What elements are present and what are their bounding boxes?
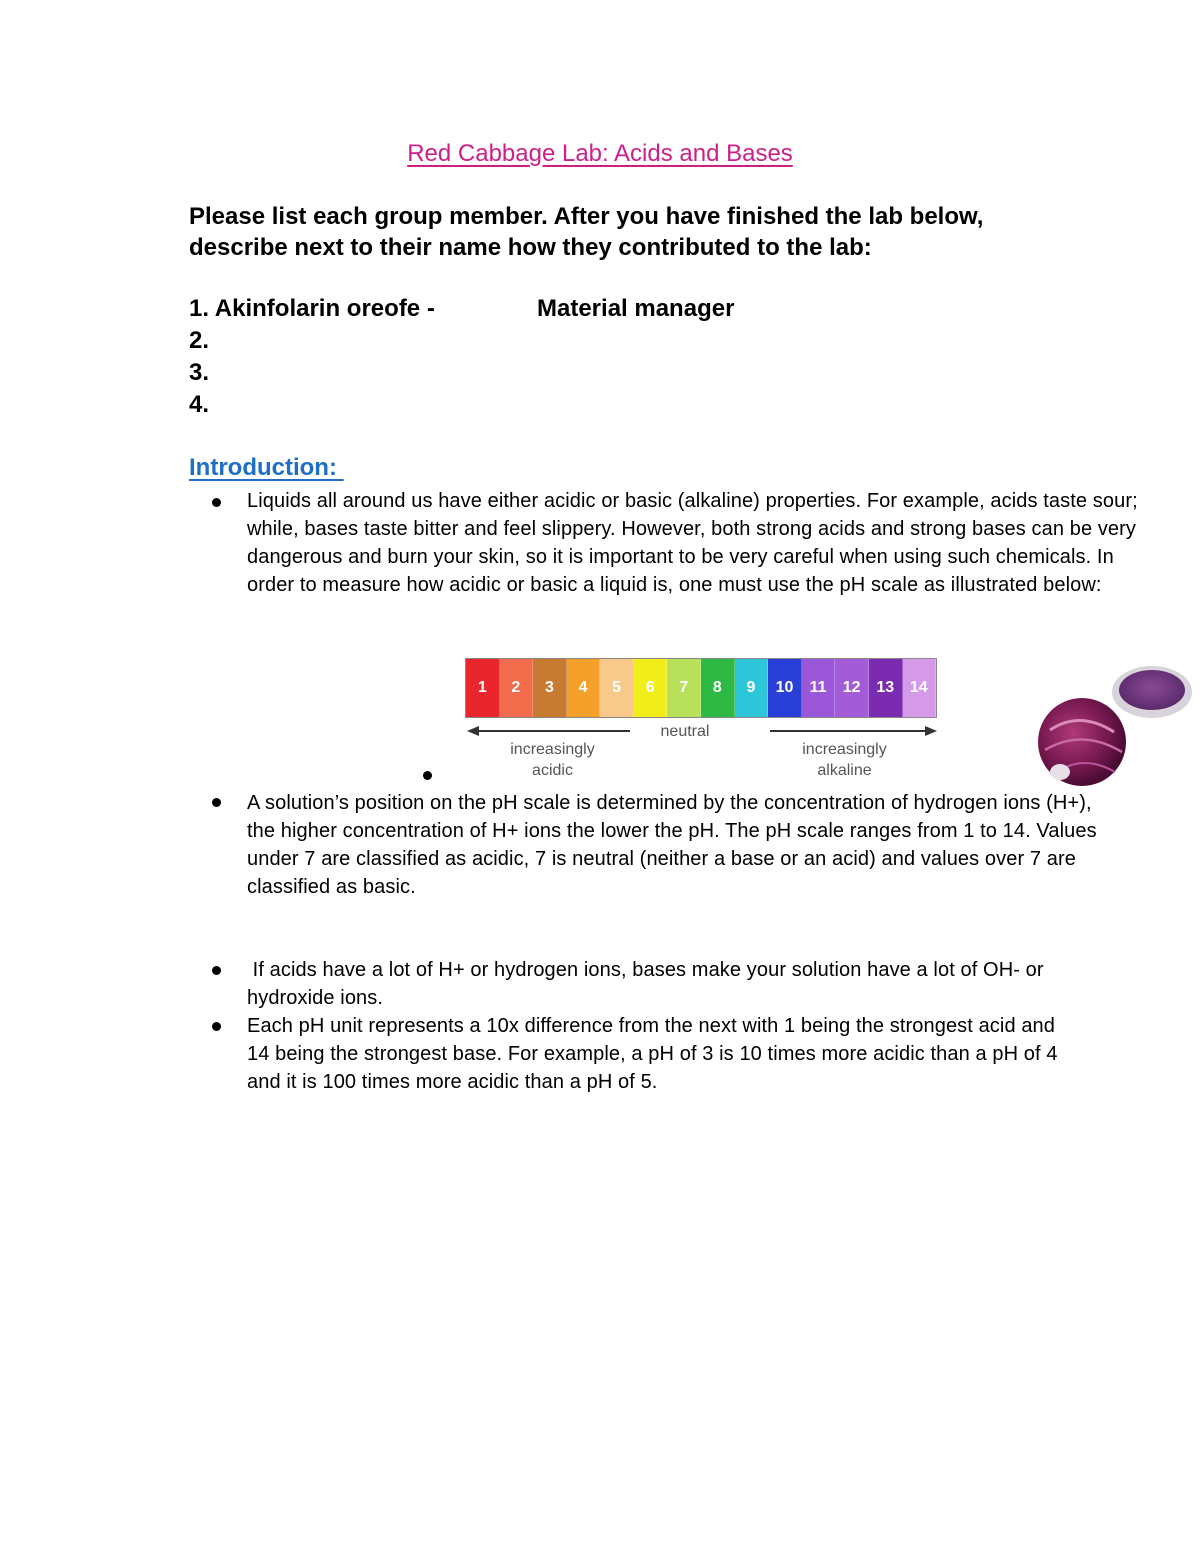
ph-cell-6: 6 bbox=[634, 659, 668, 717]
bullet-dot-icon bbox=[212, 798, 221, 807]
ph-cell-12: 12 bbox=[835, 659, 869, 717]
ph-cell-14: 14 bbox=[903, 659, 937, 717]
ph-scale-figure bbox=[465, 658, 937, 718]
ph-cell-5: 5 bbox=[600, 659, 634, 717]
acidic-label-line-1: increasingly bbox=[510, 741, 595, 758]
member-4-label: 4. bbox=[189, 391, 210, 418]
bullet-3-text: If acids have a lot of H+ or hydrogen ions, bases make your solution have a lot of OH- or hydroxide ions. bbox=[247, 959, 1050, 1009]
bullet-1-text: Liquids all around us have either acidic or basic (alkaline) properties. For example, acids taste sour; while, bases taste bitter and feel slippery. However, both strong acids and strong bases can be very dangerous and burn your skin, so it is important to be very careful when using such chemicals. In order to measure how acidic or basic a liquid is, one must use the pH scale as illustrated below: bbox=[247, 490, 1138, 596]
acidic-label-line-2: acidic bbox=[532, 762, 573, 779]
ph-cell-8: 8 bbox=[701, 659, 735, 717]
bullet-dot-icon bbox=[212, 966, 221, 975]
instructions-text: Please list each group member. After you have finished the lab below, describe next to their name how they contributed to the lab: bbox=[189, 203, 984, 261]
member-1-role: Material manager bbox=[537, 295, 735, 322]
ph-cell-10: 10 bbox=[768, 659, 802, 717]
bullet-2-text: A solution’s position on the pH scale is determined by the concentration of hydrogen ions (H+), the higher concentration of H+ ions the lower the pH. The pH scale ranges from 1 to 14. Values under 7 are classified as acidic, 7 is neutral (neither a base or an acid) and values over 7 are classified as basic. bbox=[247, 792, 1097, 898]
ph-cell-9: 9 bbox=[735, 659, 769, 717]
ph-cell-1: 1 bbox=[466, 659, 500, 717]
alkaline-label-line-2: alkaline bbox=[817, 762, 872, 779]
alkaline-arrowhead-icon bbox=[925, 726, 937, 736]
purple-powder-icon bbox=[1119, 670, 1185, 710]
ph-cell-2: 2 bbox=[500, 659, 534, 717]
bullet-dot-icon bbox=[212, 1022, 221, 1031]
ph-cell-13: 13 bbox=[869, 659, 903, 717]
introduction-heading: Introduction: bbox=[189, 454, 344, 481]
member-2-label: 2. bbox=[189, 327, 210, 354]
ph-cell-7: 7 bbox=[667, 659, 701, 717]
page-title: Red Cabbage Lab: Acids and Bases bbox=[407, 140, 793, 167]
bullet-4-text: Each pH unit represents a 10x difference from the next with 1 being the strongest acid and 14 being the strongest base. For example, a pH of 3 is 10 times more acidic than a pH of 4 and it is 100 times more acidic than a pH of 5. bbox=[247, 1015, 1058, 1093]
neutral-label: neutral bbox=[660, 723, 710, 740]
member-1-label: 1. Akinfolarin oreofe - bbox=[189, 295, 435, 322]
red-cabbage-image bbox=[1030, 660, 1195, 790]
ph-cell-3: 3 bbox=[533, 659, 567, 717]
bullet-dot-icon bbox=[212, 498, 221, 507]
ph-cell-4: 4 bbox=[567, 659, 601, 717]
alkaline-label-line-1: increasingly bbox=[802, 741, 887, 758]
ph-scale-bar bbox=[465, 658, 937, 718]
member-3-label: 3. bbox=[189, 359, 210, 386]
ph-cell-11: 11 bbox=[802, 659, 836, 717]
empty-bullet-dot-icon bbox=[423, 771, 432, 780]
